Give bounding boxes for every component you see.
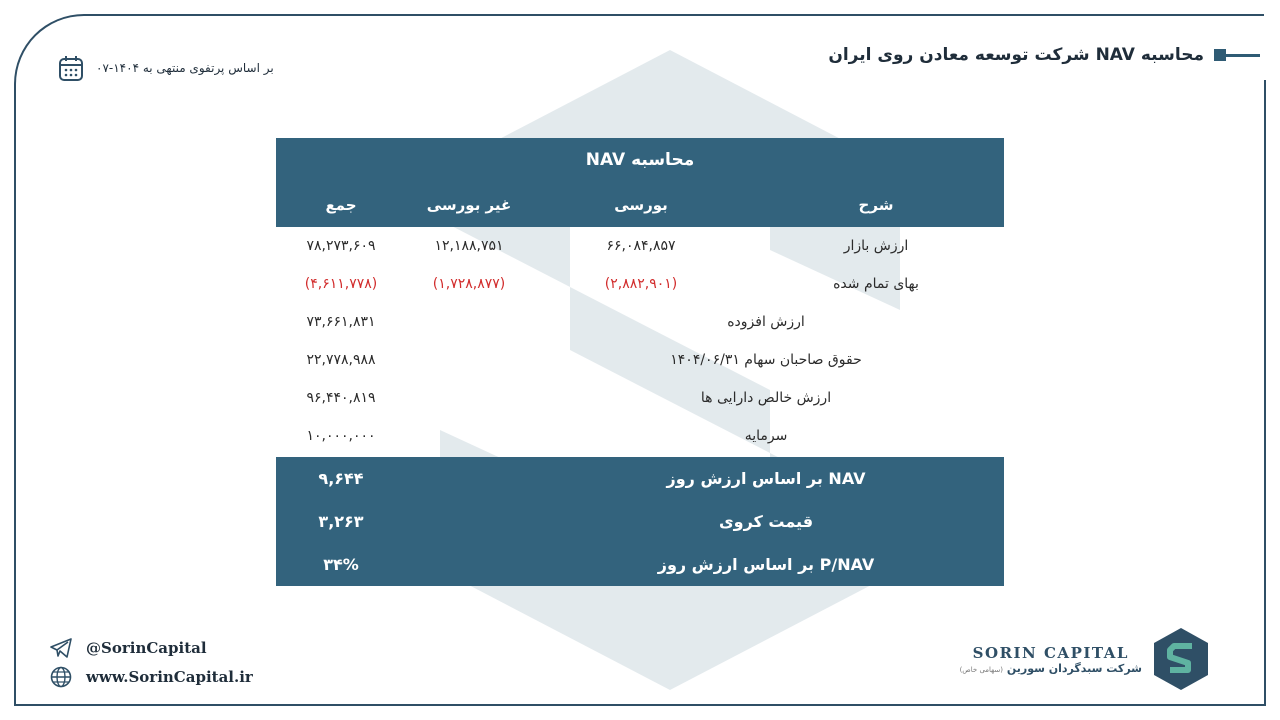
summary-total: ۳,۲۶۳ [318,512,364,531]
col-nonbourse: غیر بورسی [426,196,512,214]
page-title: محاسبه NAV شرکت توسعه معادن روی ایران [828,45,1204,65]
row-desc: ارزش خالص دارایی ها [700,390,832,406]
row-desc: حقوق صاحبان سهام ۱۴۰۴/۰۶/۳۱ [670,352,862,368]
brand-name-fa-main: شرکت سبدگردان سورین [1006,661,1142,675]
table-header [276,138,1004,227]
summary-row [276,543,1004,586]
page-frame-bottom [14,704,1266,706]
row-total: ۱۰,۰۰۰,۰۰۰ [306,428,376,444]
brand-name-fa [960,662,1142,675]
summary-desc: P/NAV بر اساس ارزش روز [657,555,875,574]
website-url: www.SorinCapital.ir [86,668,253,686]
row-desc: ارزش بازار [843,238,909,254]
table-row [276,303,1004,341]
row-total: ۷۸,۲۷۳,۶۰۹ [306,238,376,254]
telegram-link[interactable] [50,637,207,659]
sorin-logo [1154,628,1208,690]
nav-table [276,138,1004,586]
summary-row [276,457,1004,500]
row-nonbourse: ۱۲,۱۸۸,۷۵۱ [434,238,504,254]
date-note [58,54,274,82]
row-bourse: ۶۶,۰۸۴,۸۵۷ [606,238,676,254]
table-row [276,341,1004,379]
table-row [276,265,1004,303]
table-row [276,227,1004,265]
row-desc: ارزش افزوده [727,314,805,330]
summary-total: ۳۴% [323,555,359,574]
summary-desc: قیمت کروی [718,512,814,531]
telegram-icon [50,637,72,659]
col-bourse: بورسی [614,196,668,214]
table-row [276,379,1004,417]
title-marker-line [1226,54,1260,57]
telegram-handle: @SorinCapital [86,639,207,657]
col-desc: شرح [858,196,894,214]
website-link[interactable] [50,666,253,688]
row-total: ۹۶,۴۴۰,۸۱۹ [306,390,376,406]
brand-name-fa-sub: (سهامی خاص) [959,665,1003,674]
row-total: ۷۳,۶۶۱,۸۳۱ [306,314,376,330]
row-total: ۲۲,۷۷۸,۹۸۸ [306,352,376,368]
row-bourse: (۲,۸۸۲,۹۰۱) [604,276,678,292]
summary-row [276,500,1004,543]
column-headers [276,186,1004,224]
table-row [276,417,1004,455]
row-nonbourse: (۱,۷۲۸,۸۷۷) [432,276,506,292]
globe-icon [50,666,72,688]
summary-total: ۹,۶۴۴ [318,469,364,488]
row-desc: بهای تمام شده [833,276,919,292]
brand-name-en: SORIN CAPITAL [972,643,1129,662]
summary-desc: NAV بر اساس ارزش روز [666,469,866,488]
row-desc: سرمایه [744,428,788,444]
calendar-icon [58,54,84,82]
row-total: (۴,۶۱۱,۷۷۸) [304,276,378,292]
title-marker [1214,49,1226,61]
table-caption: محاسبه NAV [585,150,695,170]
title-bar [828,40,1260,70]
brand [960,628,1208,690]
table-summary [276,457,1004,586]
date-note-text: بر اساس پرتفوی منتهی به ۱۴۰۴-۰۷ [96,61,274,75]
col-total: جمع [325,196,357,214]
page-frame-right [1264,80,1266,706]
brand-texts [960,644,1142,675]
